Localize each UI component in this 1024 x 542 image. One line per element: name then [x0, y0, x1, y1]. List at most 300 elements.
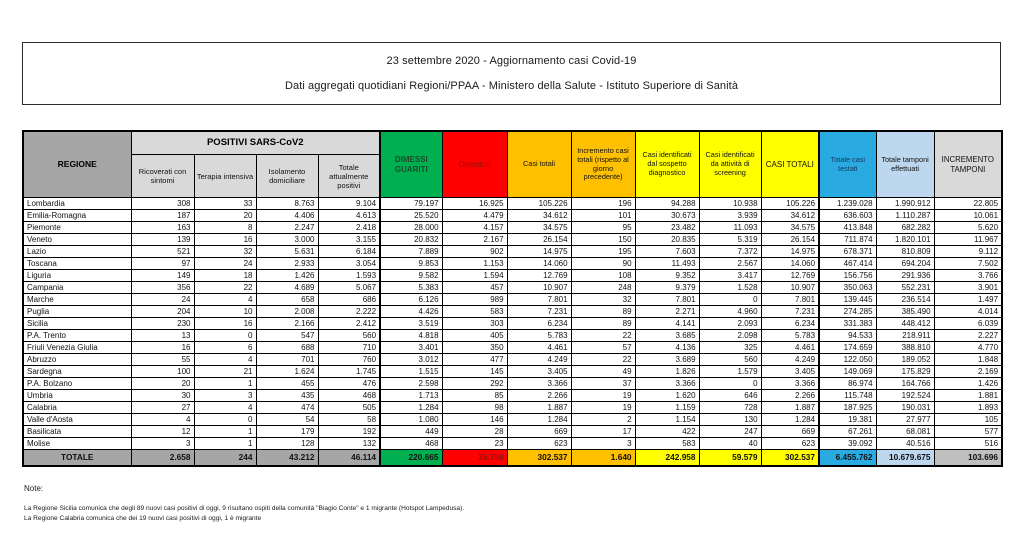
value-cell: 2.418 [318, 222, 380, 234]
value-cell: 2.169 [934, 366, 1002, 378]
value-cell: 17 [571, 426, 635, 438]
value-cell: 516 [934, 438, 1002, 450]
value-cell: 405 [442, 330, 507, 342]
region-row [23, 306, 1002, 318]
value-cell: 19 [571, 402, 635, 414]
value-cell: 560 [699, 354, 761, 366]
region-name: Lazio [23, 246, 131, 258]
value-cell: 20.835 [635, 234, 699, 246]
value-cell: 23 [442, 438, 507, 450]
value-cell: 1.745 [318, 366, 380, 378]
region-row [23, 402, 1002, 414]
value-cell: 468 [318, 390, 380, 402]
value-cell: 26.154 [507, 234, 571, 246]
region-name: Umbria [23, 390, 131, 402]
region-row [23, 294, 1002, 306]
col-header-deceduti: Deceduti [442, 131, 507, 198]
value-cell: 115.748 [819, 390, 876, 402]
totale-value-cell: 43.212 [256, 450, 318, 467]
value-cell: 3 [571, 438, 635, 450]
value-cell: 476 [318, 378, 380, 390]
value-cell: 175.829 [876, 366, 934, 378]
value-cell: 8.763 [256, 198, 318, 210]
value-cell: 8 [194, 222, 256, 234]
value-cell: 247 [699, 426, 761, 438]
value-cell: 3.901 [934, 282, 1002, 294]
value-cell: 989 [442, 294, 507, 306]
value-cell: 26.154 [761, 234, 819, 246]
region-name: P.A. Trento [23, 330, 131, 342]
region-row [23, 258, 1002, 270]
value-cell: 32 [571, 294, 635, 306]
region-name: Molise [23, 438, 131, 450]
value-cell: 2.933 [256, 258, 318, 270]
value-cell: 14.060 [761, 258, 819, 270]
value-cell: 1.426 [256, 270, 318, 282]
col-header-regione: REGIONE [23, 131, 131, 198]
value-cell: 204 [131, 306, 194, 318]
value-cell: 3.366 [635, 378, 699, 390]
value-cell: 583 [442, 306, 507, 318]
value-cell: 11.093 [699, 222, 761, 234]
value-cell: 16 [194, 234, 256, 246]
value-cell: 6.039 [934, 318, 1002, 330]
value-cell: 5.620 [934, 222, 1002, 234]
region-name: Valle d'Aosta [23, 414, 131, 426]
region-name: Sicilia [23, 318, 131, 330]
value-cell: 86.974 [819, 378, 876, 390]
value-cell: 7.231 [761, 306, 819, 318]
value-cell: 4.960 [699, 306, 761, 318]
value-cell: 505 [318, 402, 380, 414]
value-cell: 3.054 [318, 258, 380, 270]
value-cell: 5.783 [761, 330, 819, 342]
value-cell: 1 [194, 426, 256, 438]
value-cell: 560 [318, 330, 380, 342]
value-cell: 16.925 [442, 198, 507, 210]
note-line-calabria: La Regione Calabria comunica che dei 19 nuovi casi positivi di oggi, 1 è migrante [24, 514, 262, 522]
value-cell: 678.371 [819, 246, 876, 258]
value-cell: 623 [761, 438, 819, 450]
value-cell: 477 [442, 354, 507, 366]
value-cell: 12 [131, 426, 194, 438]
region-row [23, 426, 1002, 438]
region-name: Toscana [23, 258, 131, 270]
value-cell: 3.012 [380, 354, 442, 366]
value-cell: 1.594 [442, 270, 507, 282]
value-cell: 2.222 [318, 306, 380, 318]
region-row [23, 342, 1002, 354]
value-cell: 37 [571, 378, 635, 390]
value-cell: 58 [318, 414, 380, 426]
col-group-positivi-sars-cov2: POSITIVI SARS-CoV2 [131, 131, 380, 155]
value-cell: 146 [442, 414, 507, 426]
value-cell: 3.366 [761, 378, 819, 390]
value-cell: 20 [131, 378, 194, 390]
value-cell: 325 [699, 342, 761, 354]
value-cell: 12.769 [761, 270, 819, 282]
value-cell: 1.593 [318, 270, 380, 282]
value-cell: 1 [194, 378, 256, 390]
value-cell: 6.234 [761, 318, 819, 330]
value-cell: 6.126 [380, 294, 442, 306]
value-cell: 94.533 [819, 330, 876, 342]
value-cell: 291.936 [876, 270, 934, 282]
region-row [23, 210, 1002, 222]
value-cell: 10 [194, 306, 256, 318]
title-box [22, 42, 1001, 105]
region-name: Piemonte [23, 222, 131, 234]
value-cell: 79.197 [380, 198, 442, 210]
region-name: Veneto [23, 234, 131, 246]
value-cell: 2.271 [635, 306, 699, 318]
value-cell: 682.282 [876, 222, 934, 234]
value-cell: 67.261 [819, 426, 876, 438]
totale-value-cell: 302.537 [507, 450, 571, 467]
totale-row [23, 450, 1002, 467]
value-cell: 552.231 [876, 282, 934, 294]
value-cell: 4 [131, 414, 194, 426]
value-cell: 308 [131, 198, 194, 210]
value-cell: 9.104 [318, 198, 380, 210]
value-cell: 4.479 [442, 210, 507, 222]
totale-value-cell: 2.658 [131, 450, 194, 467]
value-cell: 10.907 [507, 282, 571, 294]
value-cell: 20.832 [380, 234, 442, 246]
region-name: Friuli Venezia Giulia [23, 342, 131, 354]
totale-value-cell: 46.114 [318, 450, 380, 467]
value-cell: 40.516 [876, 438, 934, 450]
value-cell: 14.975 [761, 246, 819, 258]
col-header-casi-sospetto-diagnostico: Casi identificati dal sospetto diagnostico [635, 131, 699, 198]
value-cell: 9.379 [635, 282, 699, 294]
value-cell: 10.061 [934, 210, 1002, 222]
value-cell: 97 [131, 258, 194, 270]
value-cell: 5.783 [507, 330, 571, 342]
value-cell: 4.689 [256, 282, 318, 294]
totale-value-cell: 35.758 [442, 450, 507, 467]
value-cell: 7.801 [761, 294, 819, 306]
region-row [23, 390, 1002, 402]
value-cell: 49 [571, 366, 635, 378]
value-cell: 4.426 [380, 306, 442, 318]
value-cell: 3.000 [256, 234, 318, 246]
value-cell: 3.519 [380, 318, 442, 330]
region-row [23, 366, 1002, 378]
value-cell: 4.461 [761, 342, 819, 354]
value-cell: 4.014 [934, 306, 1002, 318]
value-cell: 4 [194, 294, 256, 306]
region-row [23, 414, 1002, 426]
value-cell: 34.612 [761, 210, 819, 222]
value-cell: 728 [699, 402, 761, 414]
value-cell: 1.893 [934, 402, 1002, 414]
value-cell: 1.990.912 [876, 198, 934, 210]
value-cell: 521 [131, 246, 194, 258]
value-cell: 7.801 [507, 294, 571, 306]
value-cell: 4.157 [442, 222, 507, 234]
value-cell: 1.153 [442, 258, 507, 270]
totale-value-cell: 242.958 [635, 450, 699, 467]
region-row [23, 270, 1002, 282]
value-cell: 5.383 [380, 282, 442, 294]
value-cell: 34.612 [507, 210, 571, 222]
value-cell: 0 [194, 414, 256, 426]
value-cell: 3.155 [318, 234, 380, 246]
value-cell: 388.810 [876, 342, 934, 354]
value-cell: 1.620 [635, 390, 699, 402]
region-name: Abruzzo [23, 354, 131, 366]
value-cell: 105.226 [507, 198, 571, 210]
value-cell: 448.412 [876, 318, 934, 330]
value-cell: 1.239.028 [819, 198, 876, 210]
value-cell: 760 [318, 354, 380, 366]
value-cell: 385.490 [876, 306, 934, 318]
covid-data-table [22, 130, 1003, 467]
value-cell: 128 [256, 438, 318, 450]
value-cell: 33 [194, 198, 256, 210]
value-cell: 1.528 [699, 282, 761, 294]
value-cell: 1.848 [934, 354, 1002, 366]
value-cell: 54 [256, 414, 318, 426]
region-name: Marche [23, 294, 131, 306]
value-cell: 4.141 [635, 318, 699, 330]
value-cell: 18 [194, 270, 256, 282]
region-name: Puglia [23, 306, 131, 318]
value-cell: 2 [571, 414, 635, 426]
value-cell: 3.939 [699, 210, 761, 222]
value-cell: 623 [507, 438, 571, 450]
value-cell: 7.889 [380, 246, 442, 258]
region-row [23, 438, 1002, 450]
value-cell: 7.603 [635, 246, 699, 258]
value-cell: 1.713 [380, 390, 442, 402]
value-cell: 3.401 [380, 342, 442, 354]
value-cell: 98 [442, 402, 507, 414]
value-cell: 356 [131, 282, 194, 294]
value-cell: 669 [507, 426, 571, 438]
region-name: Liguria [23, 270, 131, 282]
value-cell: 2.598 [380, 378, 442, 390]
value-cell: 6.234 [507, 318, 571, 330]
region-row [23, 198, 1002, 210]
value-cell: 23.482 [635, 222, 699, 234]
region-row [23, 282, 1002, 294]
value-cell: 1 [194, 438, 256, 450]
value-cell: 21 [194, 366, 256, 378]
value-cell: 2.098 [699, 330, 761, 342]
region-name: Emilia-Romagna [23, 210, 131, 222]
value-cell: 16 [194, 318, 256, 330]
value-cell: 24 [131, 294, 194, 306]
value-cell: 0 [699, 294, 761, 306]
value-cell: 179 [256, 426, 318, 438]
value-cell: 3.417 [699, 270, 761, 282]
value-cell: 32 [194, 246, 256, 258]
value-cell: 101 [571, 210, 635, 222]
value-cell: 547 [256, 330, 318, 342]
totale-value-cell: 1.640 [571, 450, 635, 467]
totale-value-cell: 6.455.762 [819, 450, 876, 467]
value-cell: 90 [571, 258, 635, 270]
value-cell: 139.445 [819, 294, 876, 306]
header-row-groups [23, 131, 1002, 155]
value-cell: 2.266 [507, 390, 571, 402]
value-cell: 174.659 [819, 342, 876, 354]
value-cell: 195 [571, 246, 635, 258]
value-cell: 7.801 [635, 294, 699, 306]
value-cell: 105.226 [761, 198, 819, 210]
value-cell: 4.461 [507, 342, 571, 354]
region-row [23, 234, 1002, 246]
value-cell: 105 [934, 414, 1002, 426]
totale-value-cell: 302.537 [761, 450, 819, 467]
value-cell: 139 [131, 234, 194, 246]
value-cell: 150 [571, 234, 635, 246]
value-cell: 189.052 [876, 354, 934, 366]
value-cell: 11.493 [635, 258, 699, 270]
value-cell: 9.853 [380, 258, 442, 270]
col-header-incremento-tamponi: INCREMENTO TAMPONI [934, 131, 1002, 198]
value-cell: 3.366 [507, 378, 571, 390]
value-cell: 5.319 [699, 234, 761, 246]
value-cell: 2.247 [256, 222, 318, 234]
value-cell: 3.405 [507, 366, 571, 378]
col-header-ricoverati-con-sintomi: Ricoverati con sintomi [131, 155, 194, 198]
value-cell: 1.826 [635, 366, 699, 378]
value-cell: 27.977 [876, 414, 934, 426]
value-cell: 3 [194, 390, 256, 402]
value-cell: 57 [571, 342, 635, 354]
value-cell: 9.112 [934, 246, 1002, 258]
value-cell: 688 [256, 342, 318, 354]
col-header-terapia-intensiva: Terapia intensiva [194, 155, 256, 198]
value-cell: 19.381 [819, 414, 876, 426]
value-cell: 7.502 [934, 258, 1002, 270]
value-cell: 27 [131, 402, 194, 414]
value-cell: 192.524 [876, 390, 934, 402]
value-cell: 9.582 [380, 270, 442, 282]
value-cell: 218.911 [876, 330, 934, 342]
value-cell: 22.805 [934, 198, 1002, 210]
value-cell: 40 [699, 438, 761, 450]
value-cell: 10.907 [761, 282, 819, 294]
value-cell: 4 [194, 354, 256, 366]
value-cell: 1.284 [380, 402, 442, 414]
value-cell: 145 [442, 366, 507, 378]
value-cell: 100 [131, 366, 194, 378]
value-cell: 164.766 [876, 378, 934, 390]
value-cell: 187.925 [819, 402, 876, 414]
value-cell: 1.110.287 [876, 210, 934, 222]
value-cell: 422 [635, 426, 699, 438]
value-cell: 1.887 [507, 402, 571, 414]
value-cell: 694.204 [876, 258, 934, 270]
value-cell: 577 [934, 426, 1002, 438]
value-cell: 68.081 [876, 426, 934, 438]
value-cell: 94.288 [635, 198, 699, 210]
region-name: Basilicata [23, 426, 131, 438]
value-cell: 2.093 [699, 318, 761, 330]
value-cell: 636.603 [819, 210, 876, 222]
value-cell: 2.008 [256, 306, 318, 318]
value-cell: 7.372 [699, 246, 761, 258]
value-cell: 5.631 [256, 246, 318, 258]
value-cell: 12.769 [507, 270, 571, 282]
value-cell: 3.685 [635, 330, 699, 342]
value-cell: 303 [442, 318, 507, 330]
value-cell: 1.887 [761, 402, 819, 414]
value-cell: 2.412 [318, 318, 380, 330]
value-cell: 1.579 [699, 366, 761, 378]
value-cell: 14.060 [507, 258, 571, 270]
totale-label: TOTALE [23, 450, 131, 467]
value-cell: 449 [380, 426, 442, 438]
value-cell: 1.881 [934, 390, 1002, 402]
value-cell: 3 [131, 438, 194, 450]
notes-section [24, 484, 999, 524]
totale-value-cell: 103.696 [934, 450, 1002, 467]
value-cell: 4.818 [380, 330, 442, 342]
value-cell: 1.515 [380, 366, 442, 378]
value-cell: 350 [442, 342, 507, 354]
value-cell: 163 [131, 222, 194, 234]
value-cell: 89 [571, 306, 635, 318]
value-cell: 85 [442, 390, 507, 402]
value-cell: 1.154 [635, 414, 699, 426]
value-cell: 468 [380, 438, 442, 450]
region-row [23, 318, 1002, 330]
value-cell: 2.167 [442, 234, 507, 246]
value-cell: 34.575 [507, 222, 571, 234]
col-header-isolamento-domiciliare: Isolamento domiciliare [256, 155, 318, 198]
col-header-totale-attualmente-positivi: Totale attualmente positivi [318, 155, 380, 198]
totale-value-cell: 10.679.675 [876, 450, 934, 467]
value-cell: 6.184 [318, 246, 380, 258]
value-cell: 455 [256, 378, 318, 390]
value-cell: 190.031 [876, 402, 934, 414]
col-header-incremento-casi-totali: Incremento casi totali (rispetto al giorno precedente) [571, 131, 635, 198]
value-cell: 5.067 [318, 282, 380, 294]
value-cell: 95 [571, 222, 635, 234]
value-cell: 230 [131, 318, 194, 330]
value-cell: 710 [318, 342, 380, 354]
region-row [23, 246, 1002, 258]
value-cell: 28.000 [380, 222, 442, 234]
region-name: Sardegna [23, 366, 131, 378]
value-cell: 2.266 [761, 390, 819, 402]
value-cell: 10.938 [699, 198, 761, 210]
value-cell: 55 [131, 354, 194, 366]
value-cell: 19 [571, 390, 635, 402]
region-row [23, 354, 1002, 366]
value-cell: 701 [256, 354, 318, 366]
region-row [23, 330, 1002, 342]
totale-value-cell: 59.579 [699, 450, 761, 467]
value-cell: 1.284 [507, 414, 571, 426]
value-cell: 14.975 [507, 246, 571, 258]
value-cell: 22 [571, 354, 635, 366]
totale-value-cell: 220.665 [380, 450, 442, 467]
region-name: Lombardia [23, 198, 131, 210]
value-cell: 4 [194, 402, 256, 414]
value-cell: 3.405 [761, 366, 819, 378]
value-cell: 130 [699, 414, 761, 426]
value-cell: 1.820.101 [876, 234, 934, 246]
value-cell: 1.497 [934, 294, 1002, 306]
value-cell: 2.166 [256, 318, 318, 330]
region-row [23, 378, 1002, 390]
